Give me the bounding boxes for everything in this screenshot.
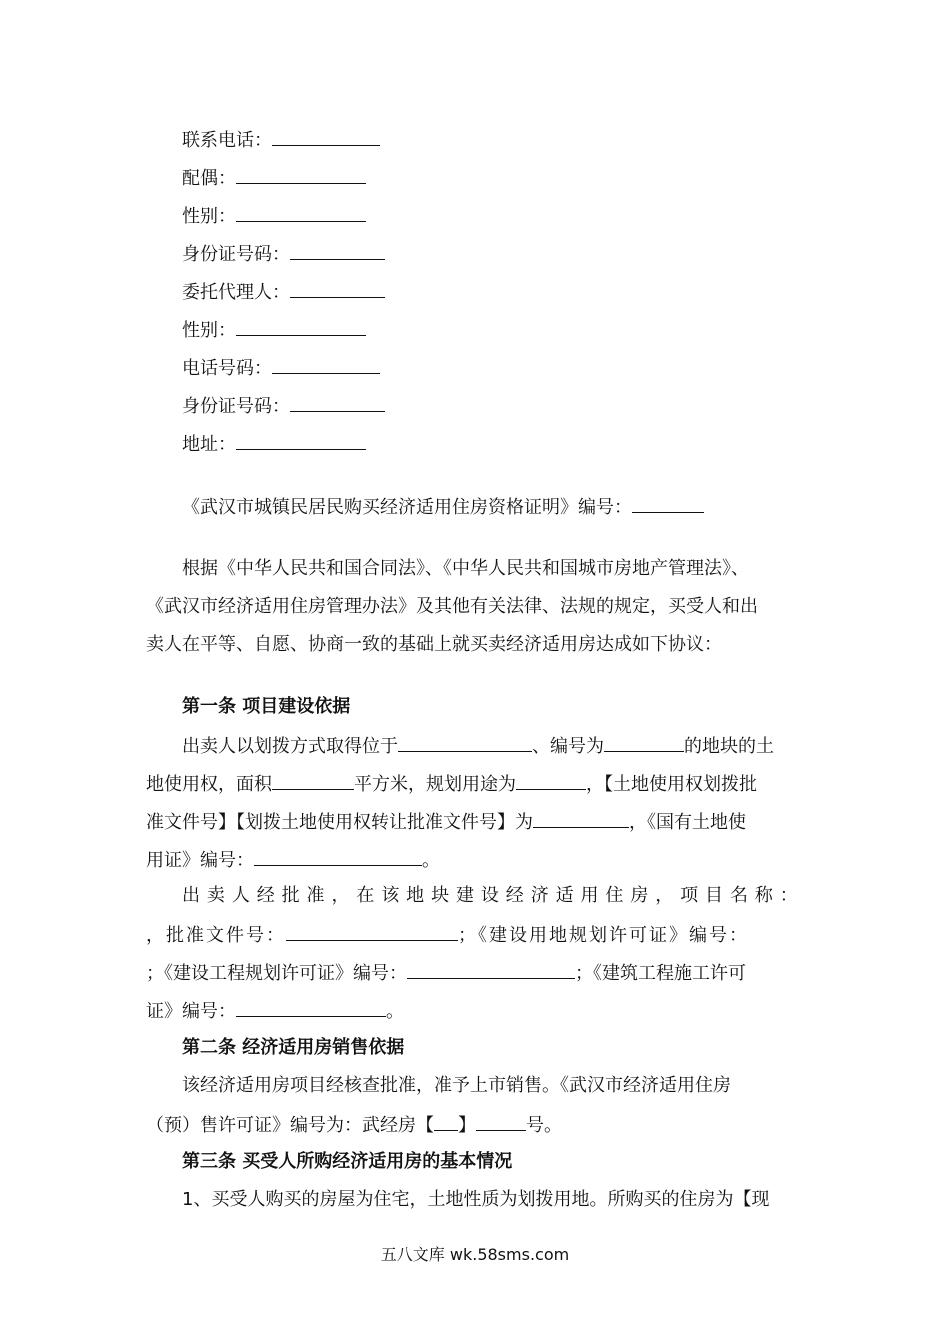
blank-line (236, 203, 366, 222)
article-1-p2-line-4: 证》编号： 。 (146, 998, 404, 1024)
field-gender: 性别： (182, 203, 366, 229)
preamble-line-2: 《武汉市经济适用住房管理办法》及其他有关法律、法规的规定，买受人和出 (146, 596, 758, 617)
field-agent-id-number: 身份证号码： (182, 393, 385, 419)
blank-line (434, 1112, 458, 1131)
field-address: 地址： (182, 431, 366, 457)
article-1-p1-line-2: 地使用权，面积 平方米，规划用途为 ，【土地使用权划拨批 (146, 771, 757, 797)
blank-line (254, 847, 422, 866)
blank-line (290, 241, 385, 260)
blank-line (236, 431, 366, 450)
blank-line (272, 355, 380, 374)
blank-line (236, 165, 366, 184)
article-1-p2-line-2: ，批准文件号： ；《建设用地规划许可证》编号： (146, 922, 749, 948)
preamble-line-3: 卖人在平等、自愿、协商一致的基础上就买卖经济适用房达成如下协议： (146, 634, 722, 655)
blank-line (632, 494, 704, 513)
article-2-line-2: （预）售许可证》编号为：武经房【 】 号。 (146, 1112, 562, 1138)
field-agent-phone: 电话号码： (182, 355, 380, 381)
blank-line (476, 1112, 526, 1131)
blank-line (604, 733, 684, 752)
certificate-number-line: 《武汉市城镇民居民购买经济适用住房资格证明》编号： (182, 494, 704, 520)
blank-line (272, 771, 354, 790)
field-contact-phone: 联系电话： (182, 127, 380, 153)
blank-line (533, 809, 629, 828)
article-1-heading: 第一条 项目建设依据 (182, 696, 351, 717)
blank-line (290, 279, 385, 298)
blank-line (407, 960, 575, 979)
article-3-heading: 第三条 买受人所购经济适用房的基本情况 (182, 1151, 513, 1172)
blank-line (272, 127, 380, 146)
article-1-p2-line-1: 出 卖 人 经 批 准 ， 在 该 地 块 建 设 经 济 适 用 住 房 ， 项 目 名 称 ： (182, 885, 798, 906)
field-agent: 委托代理人： (182, 279, 385, 305)
blank-line (290, 393, 385, 412)
article-2-heading: 第二条 经济适用房销售依据 (182, 1037, 405, 1058)
blank-line (286, 922, 458, 941)
blank-line (236, 998, 386, 1017)
article-1-p2-line-3: ；《建设工程规划许可证》编号： ；《建筑工程施工许可 (146, 960, 746, 986)
article-3-line-1: 1、买受人购买的房屋为住宅，土地性质为划拨用地。所购买的住房为【现 (182, 1189, 770, 1210)
field-id-number: 身份证号码： (182, 241, 385, 267)
article-2-line-1: 该经济适用房项目经核查批准，准予上市销售。《武汉市经济适用住房 (182, 1075, 731, 1096)
footer-watermark: 五八文库 wk.58sms.com (380, 1245, 570, 1264)
field-agent-gender: 性别： (182, 317, 366, 343)
blank-line (236, 317, 366, 336)
preamble-line-1: 根据《中华人民共和国合同法》、《中华人民共和国城市房地产管理法》、 (182, 558, 749, 579)
article-1-p1-line-4: 用证》编号： 。 (146, 847, 440, 873)
field-spouse: 配偶： (182, 165, 366, 191)
blank-line (516, 771, 586, 790)
article-1-p1-line-3: 准文件号】【划拨土地使用权转让批准文件号】为 ，《国有土地使 (146, 809, 746, 835)
article-1-p1-line-1: 出卖人以划拨方式取得位于 、编号为 的地块的土 (182, 733, 774, 759)
blank-line (398, 733, 532, 752)
